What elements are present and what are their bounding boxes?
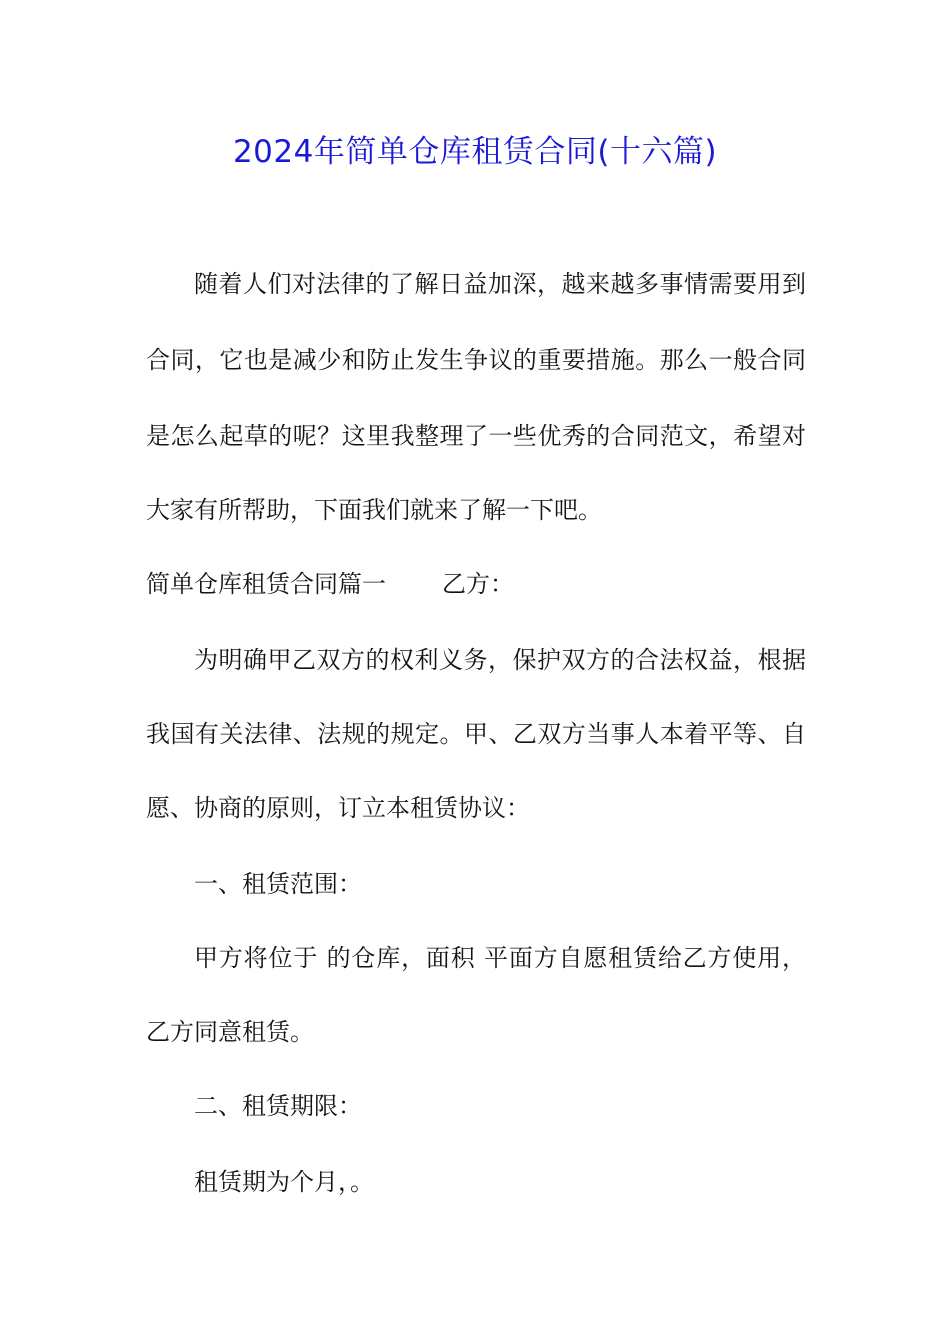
intro-line-4: 大家有所帮助，下面我们就来了解一下吧。 — [146, 496, 602, 524]
purpose-line-1: 为明确甲乙双方的权利义务，保护双方的合法权益，根据 — [194, 646, 806, 674]
intro-line-2: 合同，它也是减少和防止发生争议的重要措施。那么一般合同 — [146, 346, 806, 374]
purpose-line-2: 我国有关法律、法规的规定。甲、乙双方当事人本着平等、自 — [146, 720, 806, 748]
clause-2-line-1: 租赁期为个月，。 — [194, 1168, 374, 1196]
clause-1-line-2: 乙方同意租赁。 — [146, 1018, 314, 1046]
clause-1-heading: 一、租赁范围： — [194, 870, 362, 898]
document-title: 2024年简单仓库租赁合同(十六篇) — [232, 134, 718, 170]
section-heading-row — [146, 568, 514, 600]
section-heading: 简单仓库租赁合同篇一 — [146, 570, 386, 598]
clause-1-line-1: 甲方将位于 的仓库，面积 平面方自愿租赁给乙方使用， — [194, 944, 806, 972]
clause-2-heading: 二、租赁期限： — [194, 1092, 362, 1120]
party-b-label: 乙方： — [442, 570, 514, 598]
intro-line-3: 是怎么起草的呢？这里我整理了一些优秀的合同范文，希望对 — [146, 422, 806, 450]
purpose-line-3: 愿、协商的原则，订立本租赁协议： — [146, 794, 530, 822]
intro-line-1: 随着人们对法律的了解日益加深，越来越多事情需要用到 — [194, 270, 806, 298]
